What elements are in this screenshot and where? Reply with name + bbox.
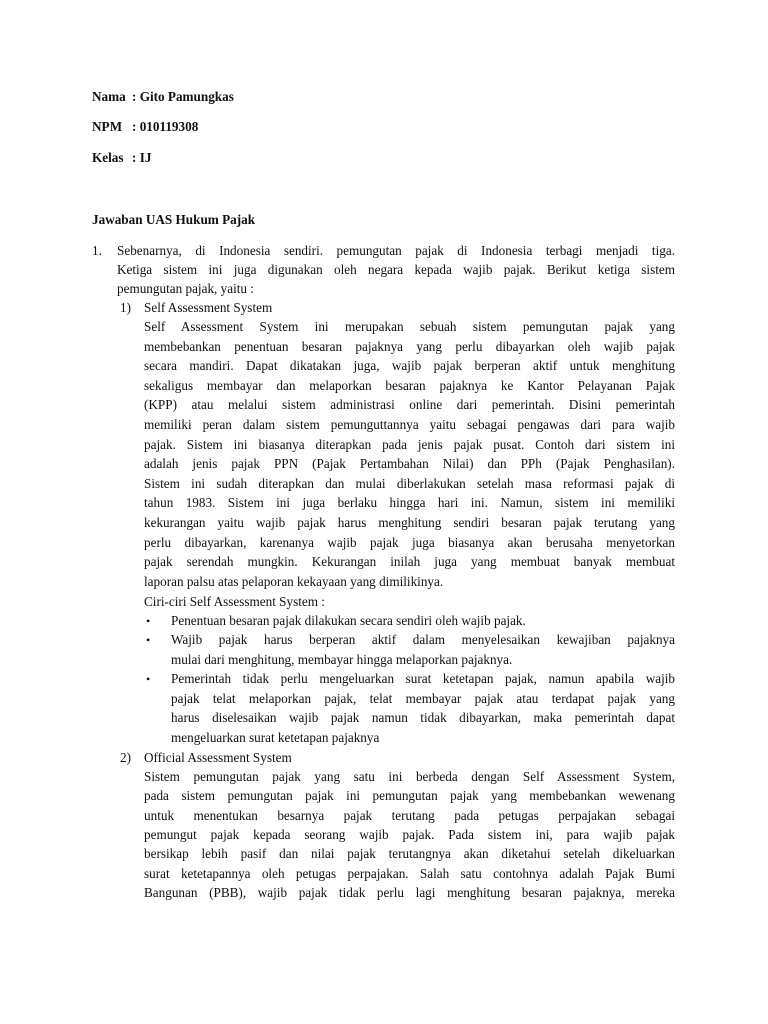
paragraph-line: pada sistem pemungutan pajak ini pemungutan pajak yang membebankan wewenang xyxy=(144,788,675,804)
paragraph-line: laporan palsu atas pelaporan kekayaan yang dimilikinya. xyxy=(144,573,444,589)
q1-intro-line: Sebenarnya, di Indonesia sendiri. pemungutan pajak di Indonesia terbagi menjadi tiga. xyxy=(117,243,675,258)
page-title: Jawaban UAS Hukum Pajak xyxy=(92,212,256,227)
section-number: 1) xyxy=(120,300,131,315)
q1-intro-line: Ketiga sistem ini juga digunakan oleh negara kepada wajib pajak. Berikut ketiga sistem xyxy=(117,262,675,277)
section-heading: Official Assessment System xyxy=(144,750,292,765)
paragraph-line: kekurangan yaitu wajib pajak harus menghitung sendiri besaran pajak terutang yang xyxy=(144,515,675,530)
paragraph-line: Sistem ini sudah diterapkan dan mulai diberlakukan setelah masa reformasi pajak di xyxy=(144,475,675,491)
bullet-item-line: mengeluarkan surat ketetapan pajaknya xyxy=(171,729,380,745)
name-label: Nama xyxy=(92,89,126,104)
bullet-item-line: mulai dari menghitung, membayar hingga melaporkan pajaknya. xyxy=(171,651,513,667)
paragraph-line: surat ketetapannya oleh petugas perpajakan. Salah satu contohnya adalah Pajak Bumi xyxy=(144,865,675,881)
bullet-item-line: pajak telat melaporkan pajak, telat membayar pajak atau terdapat pajak yang xyxy=(171,690,675,706)
paragraph-line: pajak serendah mungkin. Kekurangan inilah juga yang membuat banyak membuat xyxy=(144,554,675,570)
q1-intro-line: pemungutan pajak, yaitu : xyxy=(117,281,254,296)
bullet-item-line: harus diselesaikan wajib pajak namun tidak dibayarkan, maka pemerintah dapat xyxy=(171,710,675,726)
bullet-item-line: Pemerintah tidak perlu mengeluarkan surat ketetapan pajak, namun apabila wajib xyxy=(171,671,675,686)
bullet-icon: • xyxy=(146,672,151,686)
paragraph-line: adalah jenis pajak PPN (Pajak Pertambahan Nilai) dan PPh (Pajak Penghasilan). xyxy=(144,456,675,472)
npm-value: : 010119308 xyxy=(132,119,199,134)
npm-row xyxy=(92,118,198,137)
paragraph-line: tahun 1983. Sistem ini juga berlaku hingga hari ini. Namun, sistem ini memiliki xyxy=(144,495,675,511)
section-heading: Self Assessment System xyxy=(144,300,273,315)
paragraph-line: (KPP) atau melalui sistem administrasi online dari pemerintah. Disini pemerintah xyxy=(144,397,675,413)
kelas-row xyxy=(92,149,151,168)
kelas-label: Kelas xyxy=(92,150,124,165)
paragraph-line: pemungut pajak kepada seorang wajib pajak. Pada sistem ini, para wajib pajak xyxy=(144,826,675,842)
paragraph-line: perlu dibayarkan, karenanya wajib pajak juga biasanya akan berusaha menyetorkan xyxy=(144,534,675,550)
kelas-value: : IJ xyxy=(132,150,152,165)
bullet-icon: • xyxy=(146,633,151,647)
paragraph-line: bersikap lebih pasif dan nilai pajak terutangnya akan diketahui setelah dikeluarkan xyxy=(144,846,675,862)
paragraph-line: Self Assessment System ini merupakan sebuah sistem pemungutan pajak yang xyxy=(144,319,675,334)
section-number: 2) xyxy=(120,750,131,765)
ciri-heading: Ciri-ciri Self Assessment System : xyxy=(144,594,325,609)
paragraph-line: sekaligus membayar dan melaporkan besaran pajaknya ke Kantor Pelayanan Pajak xyxy=(144,377,675,393)
paragraph-line: secara mandiri. Dapat dikatakan juga, wajib pajak berperan aktif untuk menghitung xyxy=(144,358,675,374)
name-row xyxy=(92,88,234,107)
paragraph-line: pajak. Sistem ini biasanya diterapkan pada jenis pajak pusat. Contoh dari sistem ini xyxy=(144,436,675,452)
paragraph-line: Sistem pemungutan pajak yang satu ini berbeda dengan Self Assessment System, xyxy=(144,769,675,784)
paragraph-line: Bangunan (PBB), wajib pajak tidak perlu lagi menghitung besaran pajaknya, mereka xyxy=(144,884,675,900)
q1-number: 1. xyxy=(92,243,102,258)
bullet-item-line: Penentuan besaran pajak dilakukan secara sendiri oleh wajib pajak. xyxy=(171,613,526,628)
paragraph-line: membebankan penentuan besaran pajaknya yang perlu dibayarkan oleh wajib pajak xyxy=(144,338,675,354)
name-value: : Gito Pamungkas xyxy=(132,89,234,104)
paragraph-line: memiliki peran dalam sistem pemunguttannya yaitu sebagai pengawas dari para wajib xyxy=(144,417,675,432)
npm-label: NPM xyxy=(92,119,123,134)
paragraph-line: untuk menentukan besarnya pajak terutang pada petugas perpajakan sebagai xyxy=(144,807,675,823)
bullet-icon: • xyxy=(146,614,151,628)
bullet-item-line: Wajib pajak harus berperan aktif dalam menyelesaikan kewajiban pajaknya xyxy=(171,632,675,647)
